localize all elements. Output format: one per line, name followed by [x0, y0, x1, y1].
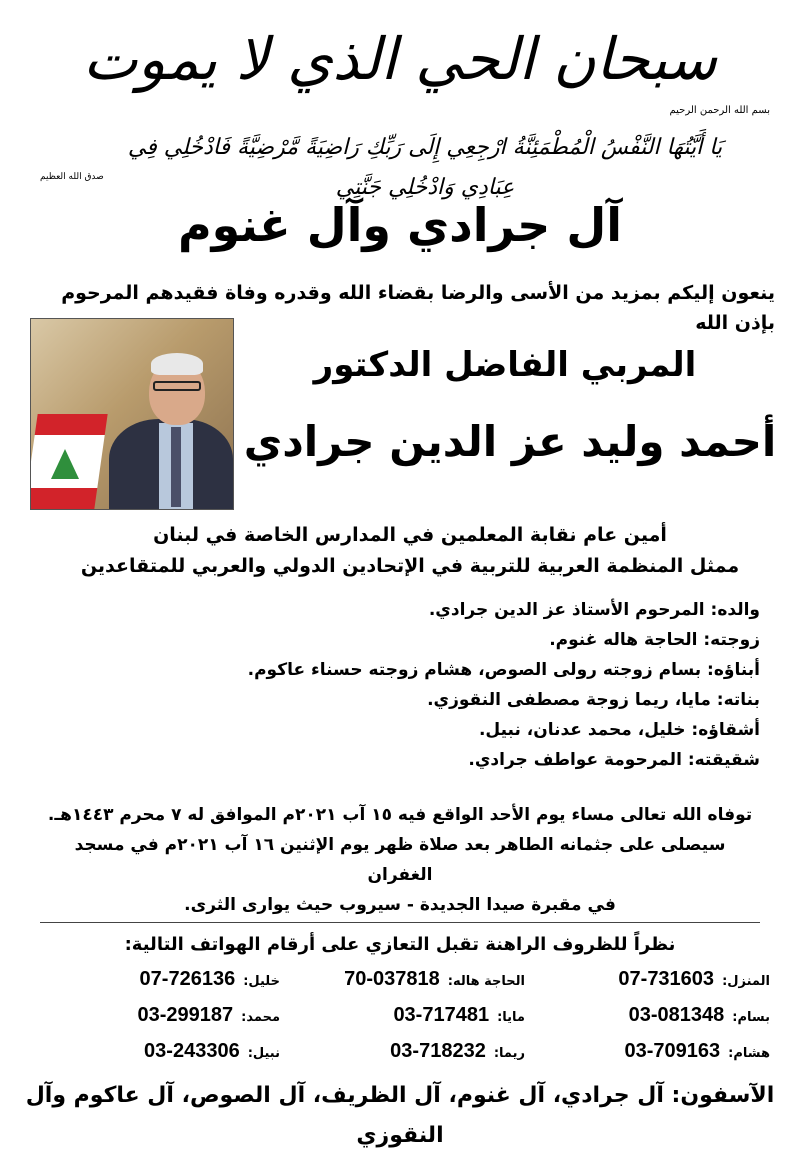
phone-entry	[285, 968, 525, 1004]
relative-line: والده: المرحوم الأستاذ عز الدين جرادي.	[428, 600, 760, 620]
relative-line: أشقاؤه: خليل، محمد عدنان، نبيل.	[478, 720, 760, 740]
phone-number: 07-726136	[139, 968, 236, 990]
quran-verse: يَا أَيَّتُهَا النَّفْسُ الْمُطْمَئِنَّةُ ارْجِعِي إِلَى رَبِّكِ رَاضِيَةً مَّرْضِيَّةً فَادْخُلِي فِي عِبَادِي وَادْخُلِي جَنَّتِي	[127, 135, 723, 200]
phone-label: ريما:	[493, 1046, 525, 1061]
deceased-portrait	[30, 318, 234, 510]
condolence-note: نظراً للظروف الراهنة تقبل التعازي على أرقام الهواتف التالية:	[124, 934, 676, 955]
cedar-icon	[51, 449, 79, 479]
phone-row	[40, 1004, 770, 1040]
phone-entry	[40, 968, 280, 1004]
burial-line: في مقبرة صيدا الجديدة - سيروب حيث يوارى الثرى.	[184, 895, 616, 915]
relative-line: بناته: مايا، ريما زوجة مصطفى النقوزي.	[427, 690, 760, 710]
roles-block	[60, 520, 760, 582]
phone-number: 03-709163	[624, 1040, 721, 1062]
phone-entry	[530, 1040, 770, 1076]
phone-label: محمد:	[241, 1010, 280, 1025]
phone-number: 70-037818	[344, 968, 440, 990]
phone-label: بسام:	[732, 1010, 770, 1025]
phone-number: 03-081348	[628, 1004, 725, 1026]
phone-number: 03-243306	[144, 1040, 240, 1062]
phone-label: الحاجة هاله:	[447, 974, 525, 989]
phone-number: 07-731603	[618, 968, 715, 990]
phone-number: 03-717481	[393, 1004, 490, 1026]
phone-row	[40, 1040, 770, 1076]
deceased-title: المربي الفاضل الدكتور	[313, 345, 697, 385]
phone-number: 03-718232	[390, 1040, 486, 1062]
relative-line: زوجته: الحاجة هاله غنوم.	[549, 630, 760, 650]
deceased-name: أحمد وليد عز الدين جرادي	[243, 417, 777, 466]
phone-label: خليل:	[243, 974, 280, 989]
verse-closing: صدق الله العظيم	[40, 172, 104, 182]
funeral-line: سيصلى على جثمانه الطاهر بعد صلاة ظهر يوم الإثنين ١٦ آب ٢٠٢١م في مسجد الغفران	[74, 835, 726, 885]
role-line: ممثل المنظمة العربية للتربية في الإتحادين الدولي والعربي للمتقاعدين	[80, 555, 740, 577]
divider	[40, 922, 760, 923]
phone-entry	[530, 1004, 770, 1040]
families-heading: آل جرادي وآل غنوم	[177, 198, 623, 252]
relative-line: أبناؤه: بسام زوجته رولى الصوص، هشام زوجته حسناء عاكوم.	[247, 660, 760, 680]
phone-label: نبيل:	[247, 1046, 280, 1061]
relatives-list	[40, 595, 760, 775]
phone-entry	[285, 1004, 525, 1040]
phone-entry	[285, 1040, 525, 1076]
calligraphy-header: سبحان الحي الذي لا يموت	[82, 25, 718, 93]
phone-label: مايا:	[497, 1010, 525, 1025]
role-line: أمين عام نقابة المعلمين في المدارس الخاصة في لبنان	[153, 524, 667, 546]
phone-label: المنزل:	[722, 974, 770, 989]
phone-entry	[40, 1040, 280, 1076]
death-line: توفاه الله تعالى مساء يوم الأحد الواقع فيه ١٥ آب ٢٠٢١م الموافق له ٧ محرم ١٤٤٣هـ.	[47, 805, 753, 825]
phone-entry	[530, 968, 770, 1004]
relative-line: شقيقته: المرحومة عواطف جرادي.	[468, 750, 760, 770]
death-info	[40, 800, 760, 920]
phone-row	[40, 968, 770, 1004]
phone-entry	[40, 1004, 280, 1040]
phone-label: هشام:	[728, 1046, 770, 1061]
mourners-line: الآسفون: آل جرادي، آل غنوم، آل الظريف، آل الصوص، آل عاكوم وآل النقوزي	[25, 1083, 775, 1148]
phone-number: 03-299187	[137, 1004, 234, 1026]
announcement-line: ينعون إليكم بمزيد من الأسى والرضا بقضاء الله وقدره وفاة فقيدهم المرحوم بإذن الله	[61, 282, 775, 334]
phone-list	[40, 968, 770, 1076]
basmala: بسم الله الرحمن الرحيم	[669, 105, 770, 116]
